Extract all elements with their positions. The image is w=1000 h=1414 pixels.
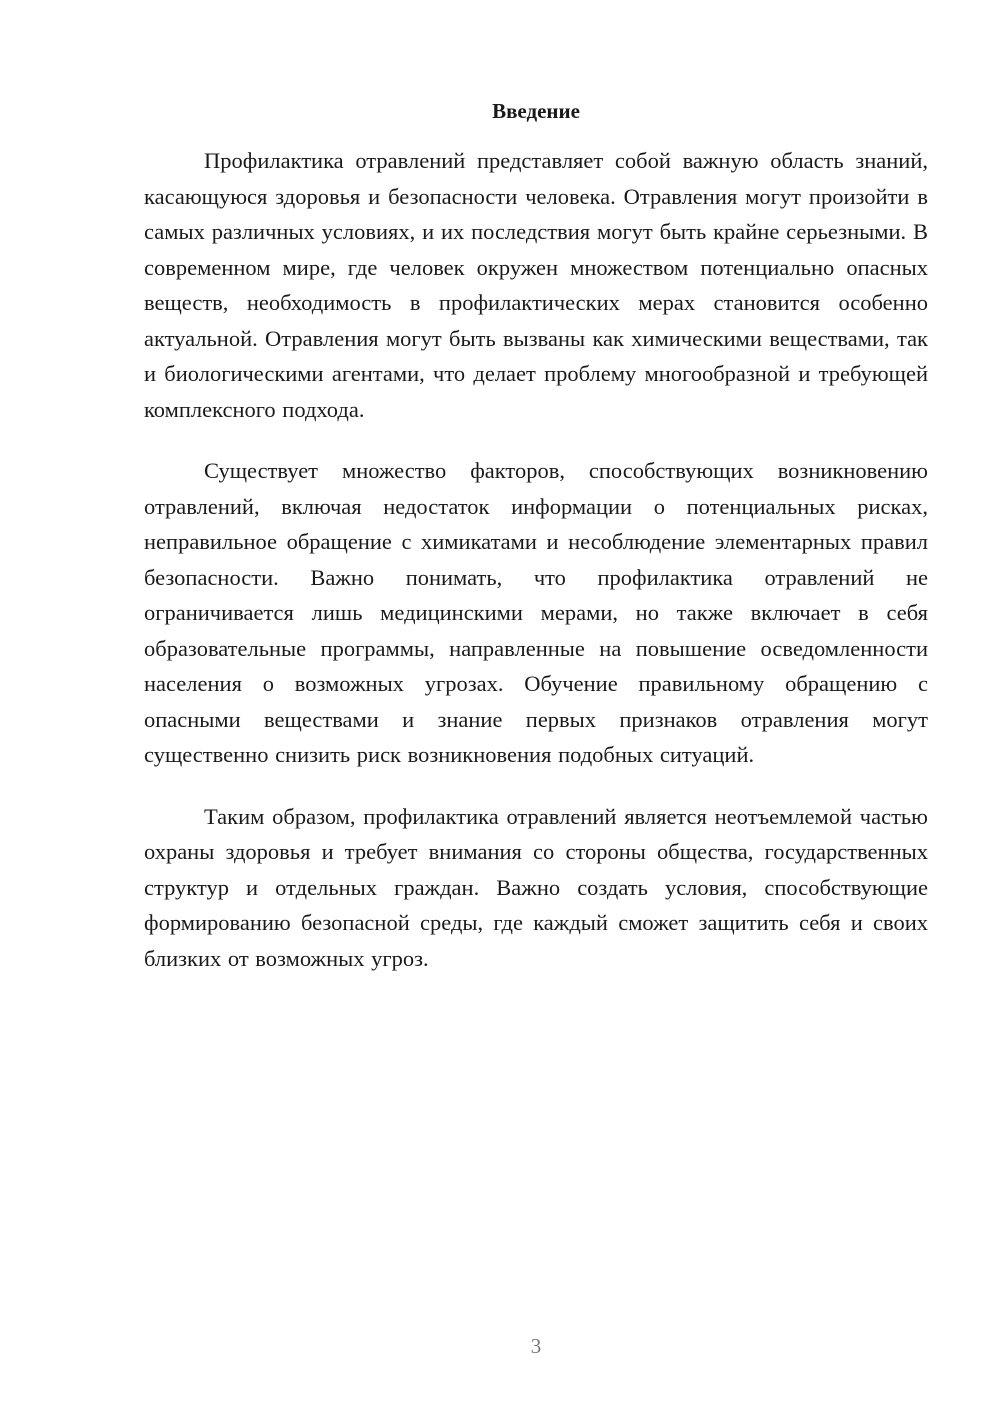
paragraph-3: Таким образом, профилактика отравлений является неотъемлемой частью охраны здоровья и требует внимания со стороны общества, государственных структур и отдельных граждан. Важно создать условия, способствующие формированию безопасной среды, где каждый сможет защитить себя и своих близких от возможных угроз. (144, 803, 928, 971)
paragraph-2: Существует множество факторов, способствующих возникновению отравлений, включая недостаток информации о потенциальных рисках, неправильное обращение с химикатами и несоблюдение элементарных правил безопасности. Важно понимать, что профилактика отравлений не ограничивается лишь медицинскими мерами, но также включает в себя образовательные программы, направленные на повышение осведомленности населения о возможных угрозах. Обучение правильному обращению с опасными веществами и знание первых признаков отравления могут существенно снизить риск возникновения подобных ситуаций. (144, 458, 928, 767)
paragraph-1: Профилактика отравлений представляет собой важную область знаний, касающуюся здоровья и безопасности человека. Отравления могут произойти в самых различных условиях, и их последствия могут быть крайне серьезными. В современном мире, где человек окружен множеством потенциально опасных веществ, необходимость в профилактических мерах становится особенно актуальной. Отравления могут быть вызваны как химическими веществами, так и биологическими агентами, что делает проблему многообразной и требующей комплексного подхода. (144, 148, 928, 422)
page-number: 3 (530, 1334, 542, 1358)
body-text (144, 143, 928, 1002)
section-heading: Введение (492, 99, 580, 123)
